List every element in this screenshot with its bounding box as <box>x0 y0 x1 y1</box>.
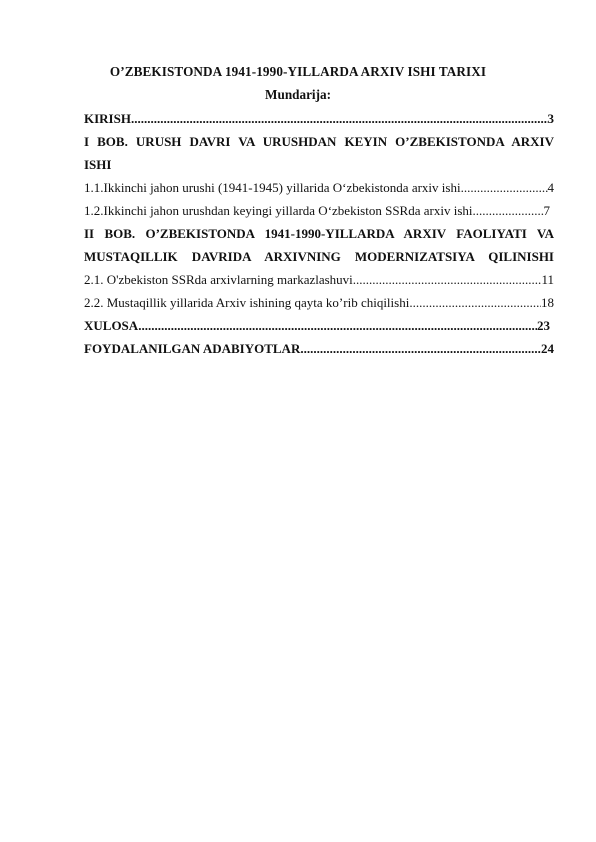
toc-page-number: 24 <box>541 341 554 356</box>
toc-entry-adabiyotlar <box>84 337 554 360</box>
toc-chapter-2-line-1: II BOB. O’ZBEKISTONDA 1941-1990-YILLARDA ARXIV FAOLIYATI VA <box>84 226 554 241</box>
toc-entry-xulosa <box>84 314 550 337</box>
dot-leader <box>409 291 541 314</box>
toc-page-number: 18 <box>541 295 554 310</box>
dot-leader <box>461 176 548 199</box>
toc-page-number: 11 <box>541 272 554 287</box>
toc-entry-label: 2.1. O'zbekiston SSRda arxivlarning markazlashuvi <box>84 272 353 287</box>
toc-page-number: 23 <box>537 318 550 333</box>
toc-entry-label: Ikkinchi jahon urushi (1941-1945) yillarida O‘zbekistonda arxiv ishi <box>103 180 461 195</box>
toc-page-number: 7 <box>543 203 550 218</box>
toc-entry-label: 2.2. Mustaqillik yillarida Arxiv ishining qayta ko’rib chiqilishi <box>84 295 410 310</box>
toc-entry-label: KIRISH <box>84 111 131 126</box>
table-of-contents <box>84 107 554 360</box>
toc-chapter-1-line-2: ISHI <box>84 157 112 172</box>
toc-entry-2-1 <box>84 268 554 291</box>
dot-leader <box>473 199 544 222</box>
document-title: O’ZBEKISTONDA 1941-1990-YILLARDA ARXIV ISHI TARIXI <box>109 64 487 79</box>
toc-page-number: 4 <box>547 180 554 195</box>
toc-chapter-2-line-2: MUSTAQILLIK DAVRIDA ARXIVNING MODERNIZATSIYA QILINISHI <box>84 249 554 264</box>
toc-entry-1-1 <box>84 176 554 199</box>
dot-leader <box>300 337 541 360</box>
toc-entry-kirish <box>84 107 554 130</box>
toc-entry-1-2 <box>84 199 550 222</box>
toc-entry-label: Ikkinchi jahon urushdan keyingi yillarda O‘zbekiston SSRda arxiv ishi <box>103 203 473 218</box>
section-number: 1.1. <box>84 180 104 195</box>
toc-page-number: 3 <box>547 111 554 126</box>
dot-leader <box>131 107 548 130</box>
section-number: 1.2. <box>84 203 104 218</box>
toc-chapter-1-line-1: I BOB. URUSH DAVRI VA URUSHDAN KEYIN O’ZBEKISTONDA ARXIV <box>84 134 554 149</box>
toc-entry-2-2 <box>84 291 554 314</box>
dot-leader <box>138 314 537 337</box>
toc-entry-label: XULOSA <box>84 318 139 333</box>
dot-leader <box>353 268 542 291</box>
toc-entry-label: FOYDALANILGAN ADABIYOTLAR <box>84 341 301 356</box>
toc-heading: Mundarija: <box>265 87 331 102</box>
